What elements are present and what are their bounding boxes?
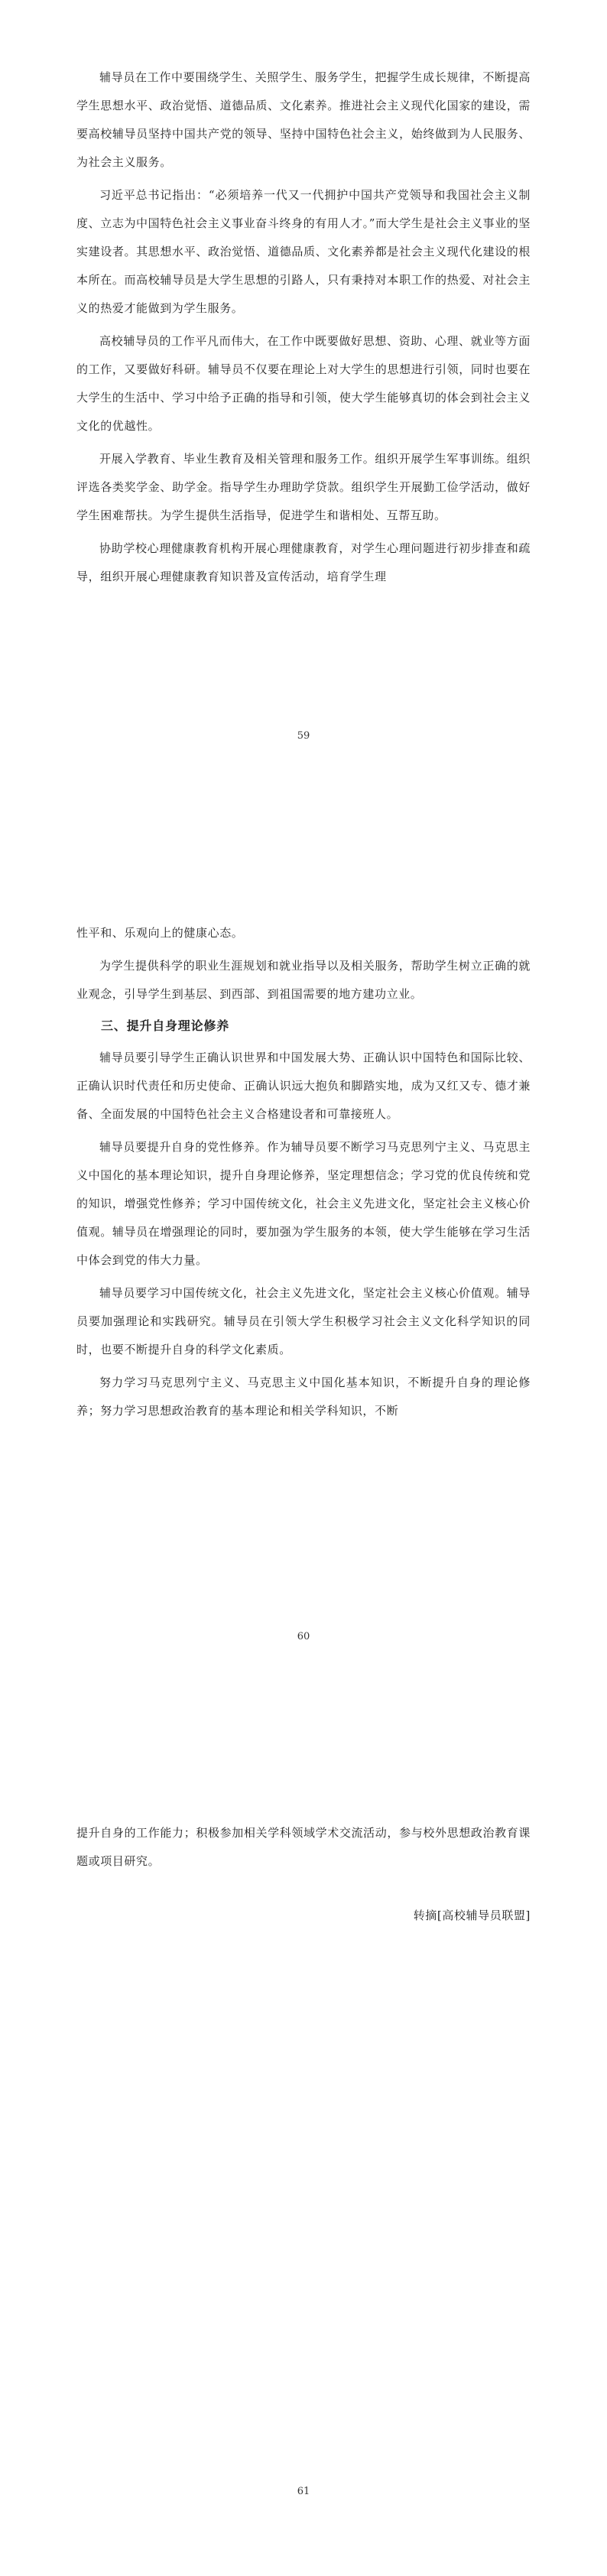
paragraph: 辅导员要学习中国传统文化，社会主义先进文化，坚定社会主义核心价值观。辅导员要加强理论和实践研究。辅导员在引领大学生积极学习社会主义文化科学知识的同时，也要不断提升自身的科学文化素质。 [76,1286,531,1356]
paragraph: 为学生提供科学的职业生涯规划和就业指导以及相关服务，帮助学生树立正确的就业观念，引导学生到基层、到西部、到祖国需要的地方建功立业。 [76,959,531,1001]
paragraph-continuation: 提升自身的工作能力；积极参加相关学科领域学术交流活动，参与校外思想政治教育课题或项目研究。 [76,1826,531,1868]
paragraph: 辅导员在工作中要围绕学生、关照学生、服务学生，把握学生成长规律，不断提高学生思想水平、政治觉悟、道德品质、文化素养。推进社会主义现代化国家的建设，需要高校辅导员坚持中国共产党的领导、坚持中国特色社会主义，始终做到为人民服务、为社会主义服务。 [76,70,531,169]
page-number: 59 [297,730,310,742]
page-2-body [76,919,531,1425]
page-number: 61 [297,2486,310,2497]
paragraph: 开展入学教育、毕业生教育及相关管理和服务工作。组织开展学生军事训练。组织评选各类奖学金、助学金。指导学生办理助学贷款。组织学生开展勤工俭学活动，做好学生困难帮扶。为学生提供生活指导，促进学生和谐相处、互帮互助。 [76,452,531,522]
source-note: 转摘[高校辅导员联盟] [413,1908,531,1922]
paragraph-continuation: 性平和、乐观向上的健康心态。 [76,926,244,940]
paragraph: 辅导员要提升自身的党性修养。作为辅导员要不断学习马克思列宁主义、马克思主义中国化的基本理论知识，提升自身理论修养，坚定理想信念；学习党的优良传统和党的知识，增强党性修养；学习中国传统文化，社会主义先进文化，坚定社会主义核心价值观。辅导员在增强理论的同时，要加强为学生服务的本领，使大学生能够在学习生活中体会到党的伟大力量。 [76,1140,531,1267]
page-1-body [76,63,531,591]
document-page-2 [0,859,607,1717]
section-title: 三、提升自身理论修养 [101,1018,230,1033]
paragraph: 协助学校心理健康教育机构开展心理健康教育，对学生心理问题进行初步排查和疏导，组织开展心理健康教育知识普及宣传活动，培育学生理 [76,541,531,583]
paragraph: 习近平总书记指出：“必须培养一代又一代拥护中国共产党领导和我国社会主义制度、立志为中国特色社会主义事业奋斗终身的有用人才。”而大学生是社会主义事业的坚实建设者。其思想水平、政治觉悟、道德品质、文化素养都是社会主义现代化建设的根本所在。而高校辅导员是大学生思想的引路人，只有秉持对本职工作的热爱、对社会主义的热爱才能做到为学生服务。 [76,188,531,315]
paragraph: 努力学习马克思列宁主义、马克思主义中国化基本知识，不断提升自身的理论修养；努力学习思想政治教育的基本理论和相关学科知识，不断 [76,1376,531,1418]
page-3-body [76,1819,531,1930]
page-number: 60 [297,1631,310,1642]
paragraph: 辅导员要引导学生正确认识世界和中国发展大势、正确认识中国特色和国际比较、正确认识时代责任和历史使命、正确认识远大抱负和脚踏实地，成为又红又专、德才兼备、全面发展的中国特色社会主义合格建设者和可靠接班人。 [76,1051,531,1121]
document-page-1 [0,0,607,859]
paragraph: 高校辅导员的工作平凡而伟大，在工作中既要做好思想、资助、心理、就业等方面的工作，又要做好科研。辅导员不仅要在理论上对大学生的思想进行引领，同时也要在大学生的生活中、学习中给予正确的指导和引领，使大学生能够真切的体会到社会主义文化的优越性。 [76,334,531,433]
document-page-3 [0,1717,607,2576]
